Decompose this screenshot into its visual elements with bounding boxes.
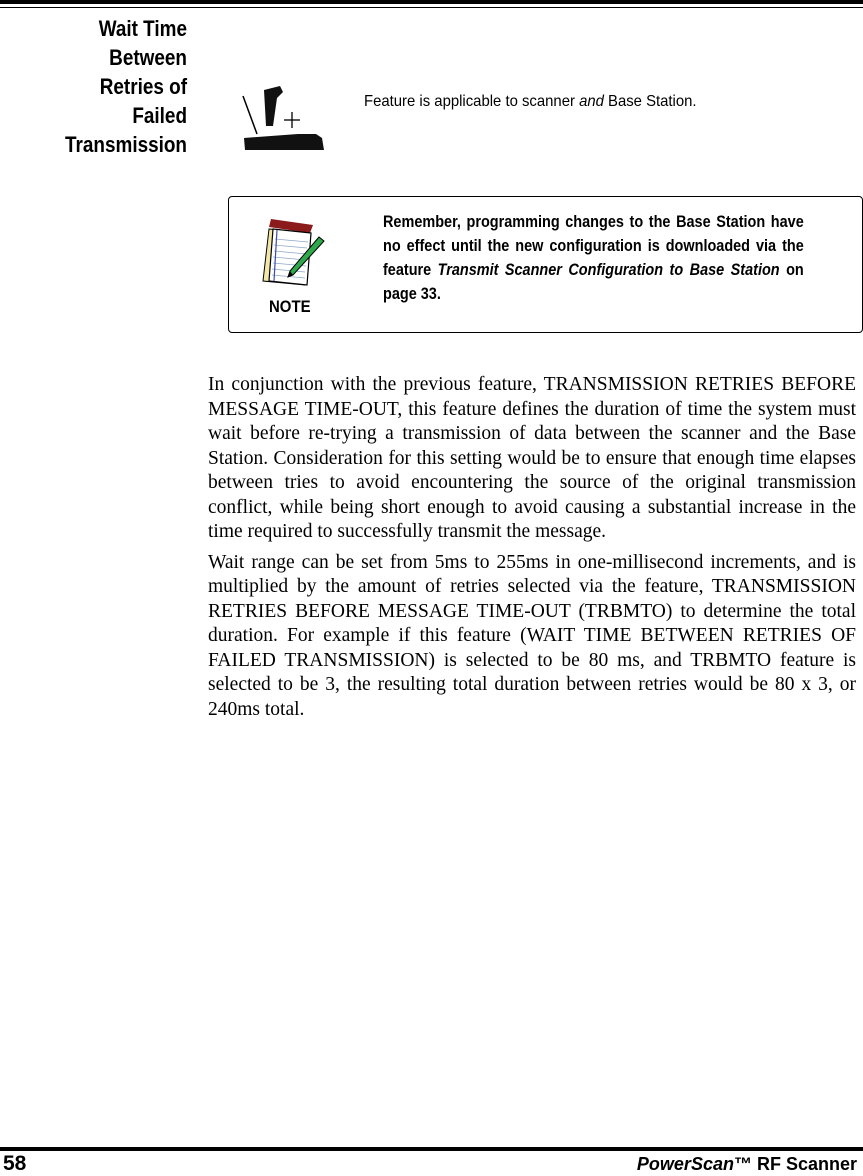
note-box bbox=[228, 196, 863, 333]
notepad-pencil-icon bbox=[255, 217, 327, 287]
note-label: NOTE bbox=[269, 297, 311, 316]
applicability-text-after: Base Station. bbox=[603, 93, 697, 110]
heading-line-1: Wait Time bbox=[98, 16, 187, 41]
note-text-after: on page 33. bbox=[383, 260, 804, 303]
applicability-note bbox=[364, 93, 697, 111]
applicability-emphasis: and bbox=[579, 93, 604, 110]
body-text bbox=[208, 373, 856, 728]
note-text bbox=[383, 210, 804, 306]
body-paragraph-1: In conjunction with the previous feature, TRANSMISSION RETRIES BEFORE MESSAGE TIME-OUT, this feature defines the duration of time the system must wait before re-trying a transmission of data between the scanner and the Base Station. Consideration for this setting would be to ensure that enough time elapses between tries to avoid encountering the source of the original transmission conflict, while being short enough to avoid causing a substantial increase in the time required to successfully transmit the message. bbox=[208, 374, 856, 542]
page-number: 58 bbox=[3, 1152, 27, 1175]
section-heading bbox=[43, 14, 187, 159]
applicability-text-before: Feature is applicable to scanner bbox=[364, 93, 580, 110]
body-paragraph-2: Wait range can be set from 5ms to 255ms in one-millisecond increments, and is multiplied by the amount of retries selected via the feature, TRANSMISSION RETRIES BEFORE MESSAGE TIME-OUT (TRBMTO) to determine the total duration. For example if this feature (WAIT TIME BETWEEN RETRIES OF FAILED TRANSMISSION) is selected to be 80 ms, and TRBMTO feature is selected to be 3, the resulting total duration between retries would be 80 x 3, or 240ms total. bbox=[208, 551, 856, 720]
running-title-rest: ™ RF Scanner bbox=[733, 1154, 857, 1174]
running-title bbox=[637, 1154, 857, 1175]
heading-line-3: Retries of bbox=[99, 74, 187, 99]
bottom-rule bbox=[0, 1147, 863, 1151]
running-title-product: PowerScan bbox=[636, 1154, 734, 1174]
scanner-base-station-icon bbox=[240, 82, 328, 152]
top-rule-thin bbox=[0, 7, 863, 8]
top-rule bbox=[0, 0, 863, 4]
heading-line-2: Between bbox=[109, 45, 187, 70]
heading-line-4: Failed bbox=[132, 103, 187, 128]
note-feature-reference: Transmit Scanner Configuration to Base Station bbox=[437, 260, 780, 279]
heading-line-5: Transmission bbox=[65, 132, 187, 157]
note-text-before: Remember, programming changes to the Base Station have no effect until the new configuration is downloaded via the feature bbox=[383, 212, 804, 279]
